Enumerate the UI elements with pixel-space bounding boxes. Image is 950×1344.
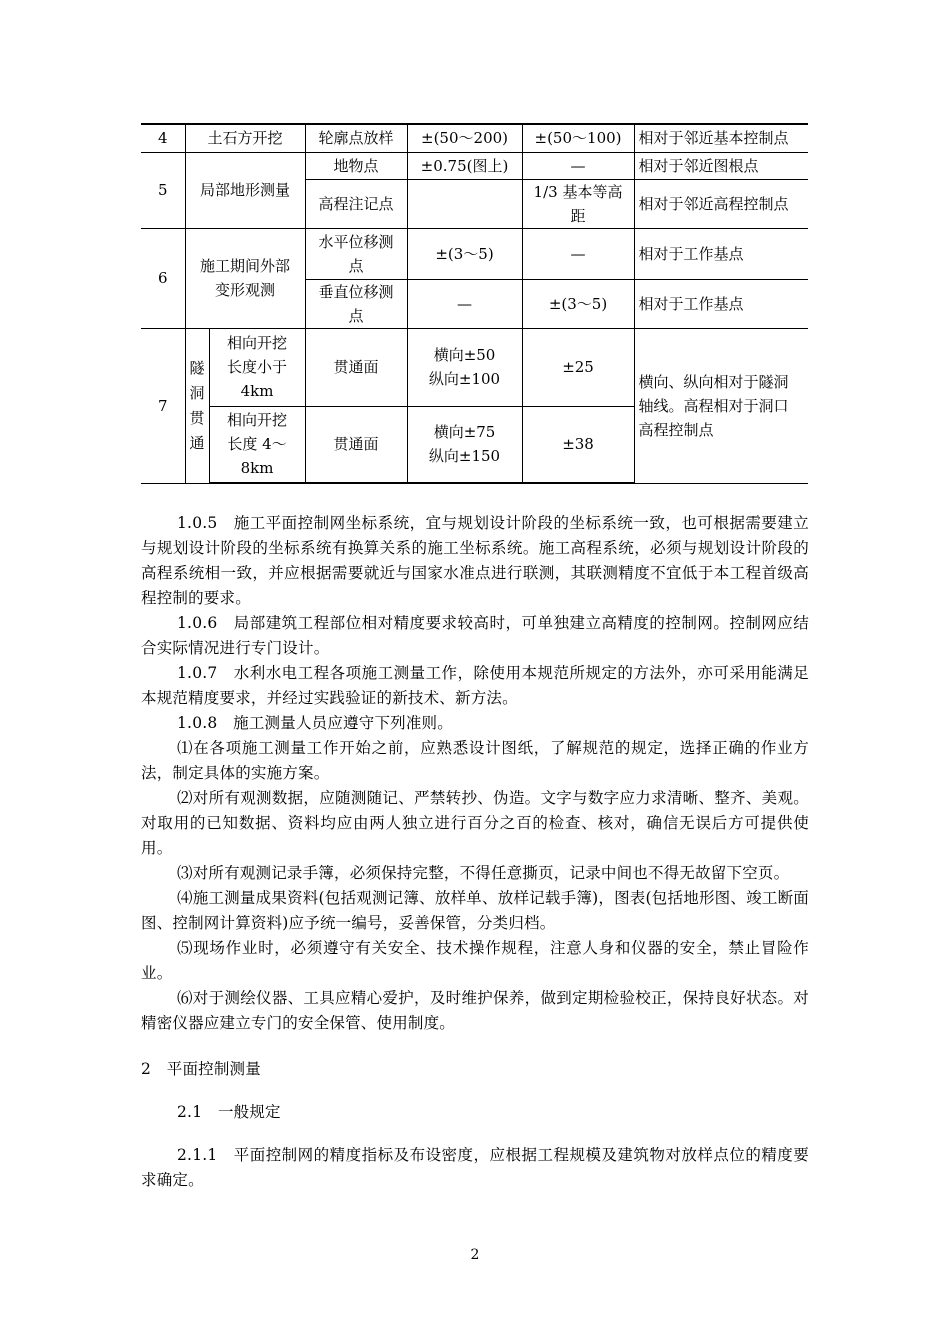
row-number: 4 bbox=[141, 124, 185, 152]
list-item: ⑹对于测绘仪器、工具应精心爱护，及时维护保养，做到定期检验校正，保持良好状态。对精密仪器应建立专门的安全保管、使用制度。 bbox=[141, 989, 809, 1032]
clause-1-0-5: 1.0.5 施工平面控制网坐标系统，宜与规划设计阶段的坐标系统一致，也可根据需要建立与规划设计阶段的坐标系统有换算关系的施工坐标系统。施工高程系统，必须与规划设计阶段的高程系统相一致，并应根据需要就近与国家水准点进行联测，其联测精度不宜低于本工程首级高程控制的要求。 bbox=[141, 514, 809, 607]
sub-item: 贯通面 bbox=[305, 328, 407, 406]
tolerance-height: — bbox=[522, 152, 634, 179]
table-row bbox=[141, 152, 808, 179]
table-row bbox=[141, 328, 808, 406]
row-number: 6 bbox=[141, 228, 185, 328]
list-item: ⑶对所有观测记录手簿，必须保持完整，不得任意撕页，记录中间也不得无故留下空页。 bbox=[177, 864, 790, 882]
reference-note: 相对于邻近图根点 bbox=[634, 152, 808, 179]
tolerance-plane: 横向±50 纵向±100 bbox=[407, 328, 522, 406]
tolerance-plane: ±(3～5) bbox=[407, 228, 522, 279]
sub-item: 贯通面 bbox=[305, 406, 407, 483]
sub-item: 地物点 bbox=[305, 152, 407, 179]
excavation-length: 相向开挖 长度小于 4km bbox=[209, 328, 305, 406]
subsection-heading: 2.1 一般规定 bbox=[177, 1103, 281, 1121]
list-item: ⑴在各项施工测量工作开始之前，应熟悉设计图纸，了解规范的规定，选择正确的作业方法，制定具体的实施方案。 bbox=[141, 739, 809, 782]
clause-1-0-6: 1.0.6 局部建筑工程部位相对精度要求较高时，可单独建立高精度的控制网。控制网应结合实际情况进行专门设计。 bbox=[141, 614, 809, 657]
tolerance-height: 1/3 基本等高 距 bbox=[522, 179, 634, 228]
clause-1-0-8: 1.0.8 施工测量人员应遵守下列准则。 bbox=[177, 714, 453, 732]
clause-2-1-1: 2.1.1 平面控制网的精度指标及布设密度，应根据工程规模及建筑物对放样点位的精度要求确定。 bbox=[141, 1146, 809, 1189]
tolerance-plane: ±0.75(图上) bbox=[407, 152, 522, 179]
list-item: ⑵对所有观测数据，应随测随记、严禁转抄、伪造。文字与数字应力求清晰、整齐、美观。对取用的已知数据、资料均应由两人独立进行百分之百的检查、核对，确信无误后方可提供使用。 bbox=[141, 789, 809, 857]
work-item: 局部地形测量 bbox=[185, 152, 305, 228]
reference-note: 横向、纵向相对于隧洞 轴线。高程相对于洞口 高程控制点 bbox=[634, 328, 808, 483]
tolerance-plane: ±(50～200) bbox=[407, 124, 522, 152]
precision-table bbox=[141, 123, 808, 484]
tolerance-height: — bbox=[522, 228, 634, 279]
row-number: 5 bbox=[141, 152, 185, 228]
work-item: 施工期间外部 变形观测 bbox=[185, 228, 305, 328]
list-item: ⑷施工测量成果资料(包括观测记簿、放样单、放样记载手簿)，图表(包括地形图、竣工断面图、控制网计算资料)应予统一编号，妥善保管，分类归档。 bbox=[141, 889, 809, 932]
sub-item: 水平位移测 点 bbox=[305, 228, 407, 279]
sub-item: 高程注记点 bbox=[305, 179, 407, 228]
reference-note: 相对于工作基点 bbox=[634, 228, 808, 279]
tolerance-height: ±25 bbox=[522, 328, 634, 406]
work-item-vertical: 隧 洞 贯 通 bbox=[185, 328, 209, 483]
tolerance-plane: — bbox=[407, 279, 522, 328]
reference-note: 相对于工作基点 bbox=[634, 279, 808, 328]
tolerance-plane: 横向±75 纵向±150 bbox=[407, 406, 522, 483]
list-item: ⑸现场作业时，必须遵守有关安全、技术操作规程，注意人身和仪器的安全，禁止冒险作业。 bbox=[141, 939, 809, 982]
clause-1-0-7: 1.0.7 水利水电工程各项施工测量工作，除使用本规范所规定的方法外，亦可采用能满足本规范精度要求，并经过实践验证的新技术、新方法。 bbox=[141, 664, 809, 707]
table-row bbox=[141, 124, 808, 152]
work-item: 土石方开挖 bbox=[185, 124, 305, 152]
section-heading: 2 平面控制测量 bbox=[141, 1060, 261, 1078]
reference-note: 相对于邻近高程控制点 bbox=[634, 179, 808, 228]
reference-note: 相对于邻近基本控制点 bbox=[634, 124, 808, 152]
excavation-length: 相向开挖 长度 4～ 8km bbox=[209, 406, 305, 483]
sub-item: 垂直位移测 点 bbox=[305, 279, 407, 328]
row-number: 7 bbox=[141, 328, 185, 483]
tolerance-height: ±38 bbox=[522, 406, 634, 483]
page-number: 2 bbox=[470, 1247, 480, 1263]
sub-item: 轮廓点放样 bbox=[305, 124, 407, 152]
tolerance-plane bbox=[407, 179, 522, 228]
table-row bbox=[141, 228, 808, 279]
tolerance-height: ±(3～5) bbox=[522, 279, 634, 328]
body-text bbox=[141, 511, 809, 1193]
tolerance-height: ±(50～100) bbox=[522, 124, 634, 152]
